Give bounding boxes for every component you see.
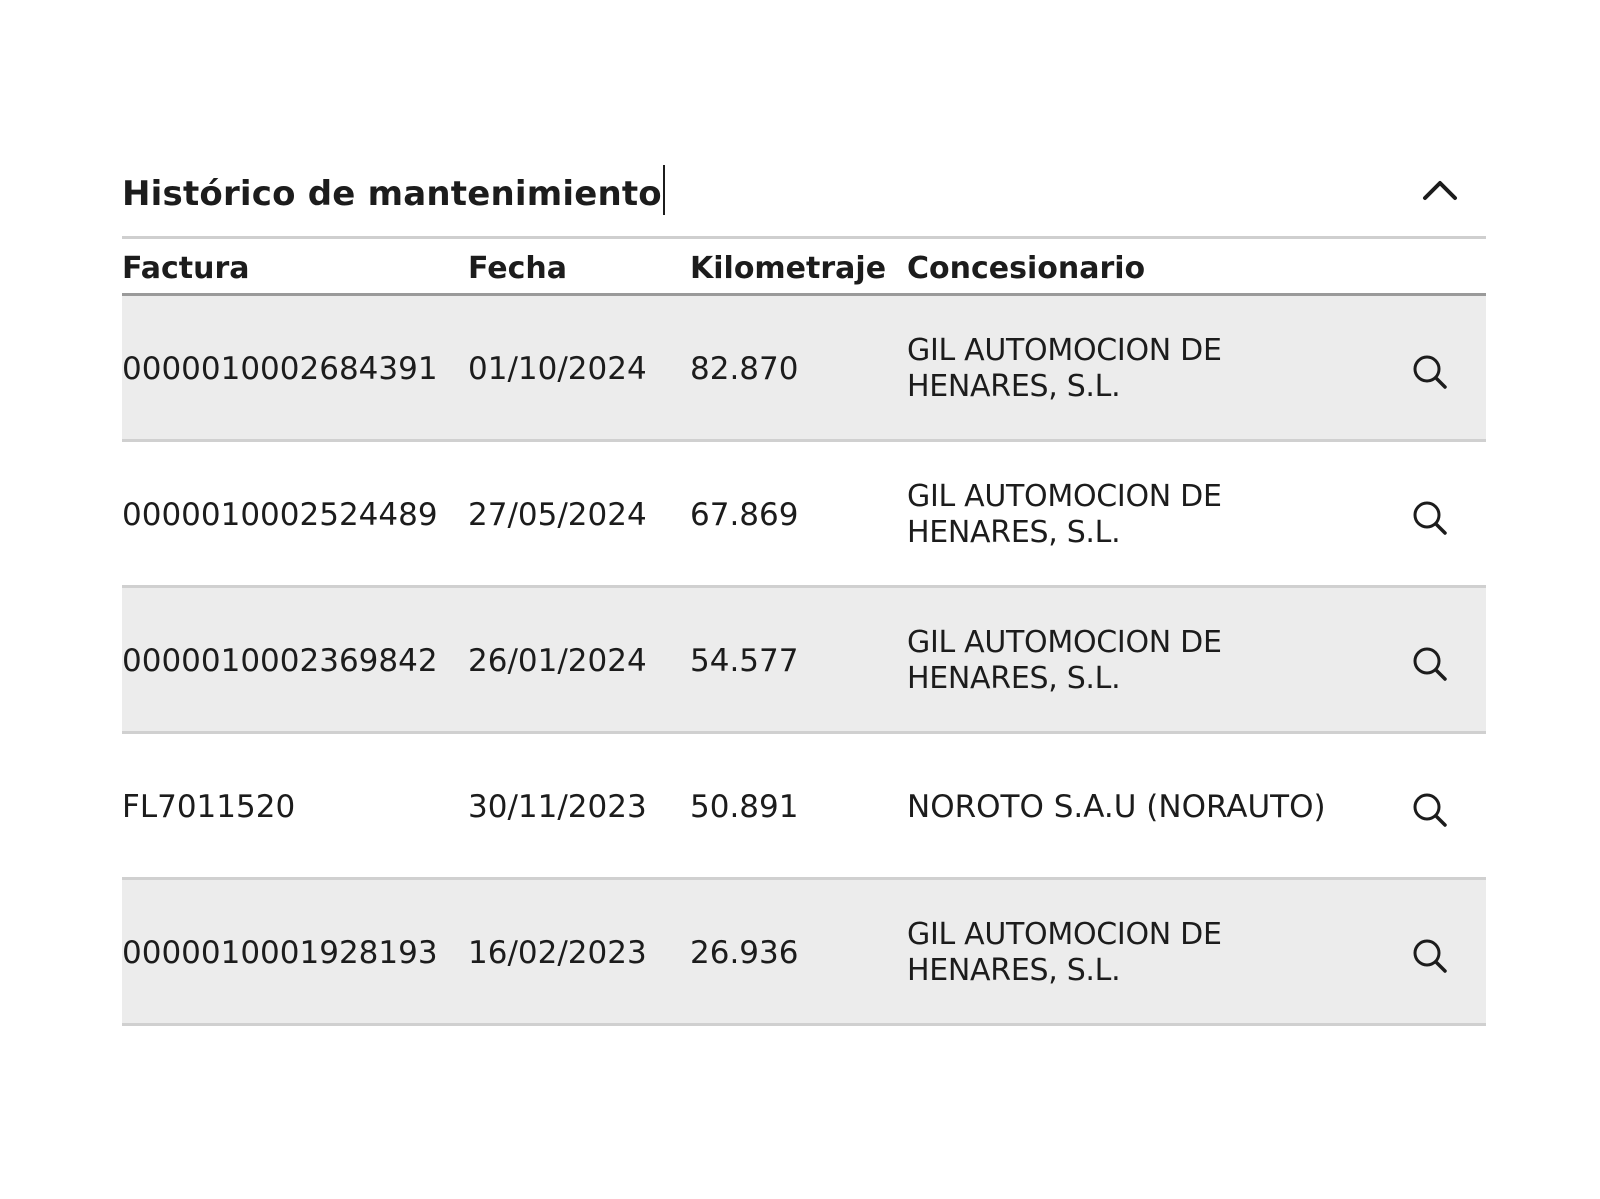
section-title-text: Histórico de mantenimiento [122,174,662,214]
maintenance-history-section [122,150,1486,1026]
table-row [122,734,1486,880]
cell-factura: 0000010002524489 [122,497,438,533]
cell-kilometraje: 67.869 [690,497,799,533]
section-title [122,165,665,215]
cell-concesionario: GIL AUTOMOCION DE HENARES, S.L. [907,333,1222,404]
search-icon [1410,936,1450,976]
section-header[interactable] [122,150,1486,236]
view-invoice-button[interactable] [1410,352,1450,392]
maintenance-table [122,236,1486,1026]
cell-factura: FL7011520 [122,789,296,825]
search-icon [1410,498,1450,538]
cell-fecha: 30/11/2023 [468,789,647,825]
view-invoice-button[interactable] [1410,936,1450,976]
column-header-fecha: Fecha [468,251,568,286]
cell-concesionario: GIL AUTOMOCION DE HENARES, S.L. [907,625,1222,696]
view-invoice-button[interactable] [1410,644,1450,684]
cell-factura: 0000010001928193 [122,935,438,971]
cell-fecha: 27/05/2024 [468,497,647,533]
cell-fecha: 01/10/2024 [468,351,647,387]
cell-kilometraje: 54.577 [690,643,799,679]
view-invoice-button[interactable] [1410,790,1450,830]
column-header-kilometraje: Kilometraje [690,251,887,286]
text-cursor [663,165,665,215]
cell-concesionario: NOROTO S.A.U (NORAUTO) [907,789,1326,825]
search-icon [1410,644,1450,684]
cell-fecha: 16/02/2023 [468,935,647,971]
search-icon [1410,790,1450,830]
table-row [122,880,1486,1026]
search-icon [1410,352,1450,392]
cell-kilometraje: 26.936 [690,935,799,971]
cell-factura: 0000010002369842 [122,643,438,679]
column-header-factura: Factura [122,251,250,286]
table-header-row [122,239,1486,296]
cell-factura: 0000010002684391 [122,351,438,387]
view-invoice-button[interactable] [1410,498,1450,538]
cell-concesionario: GIL AUTOMOCION DE HENARES, S.L. [907,917,1222,988]
table-row [122,296,1486,442]
table-row [122,442,1486,588]
cell-kilometraje: 82.870 [690,351,799,387]
table-row [122,588,1486,734]
cell-kilometraje: 50.891 [690,789,799,825]
cell-concesionario: GIL AUTOMOCION DE HENARES, S.L. [907,479,1222,550]
cell-fecha: 26/01/2024 [468,643,647,679]
column-header-concesionario: Concesionario [907,251,1146,286]
chevron-up-icon [1420,174,1460,204]
collapse-toggle-button[interactable] [1420,174,1460,204]
